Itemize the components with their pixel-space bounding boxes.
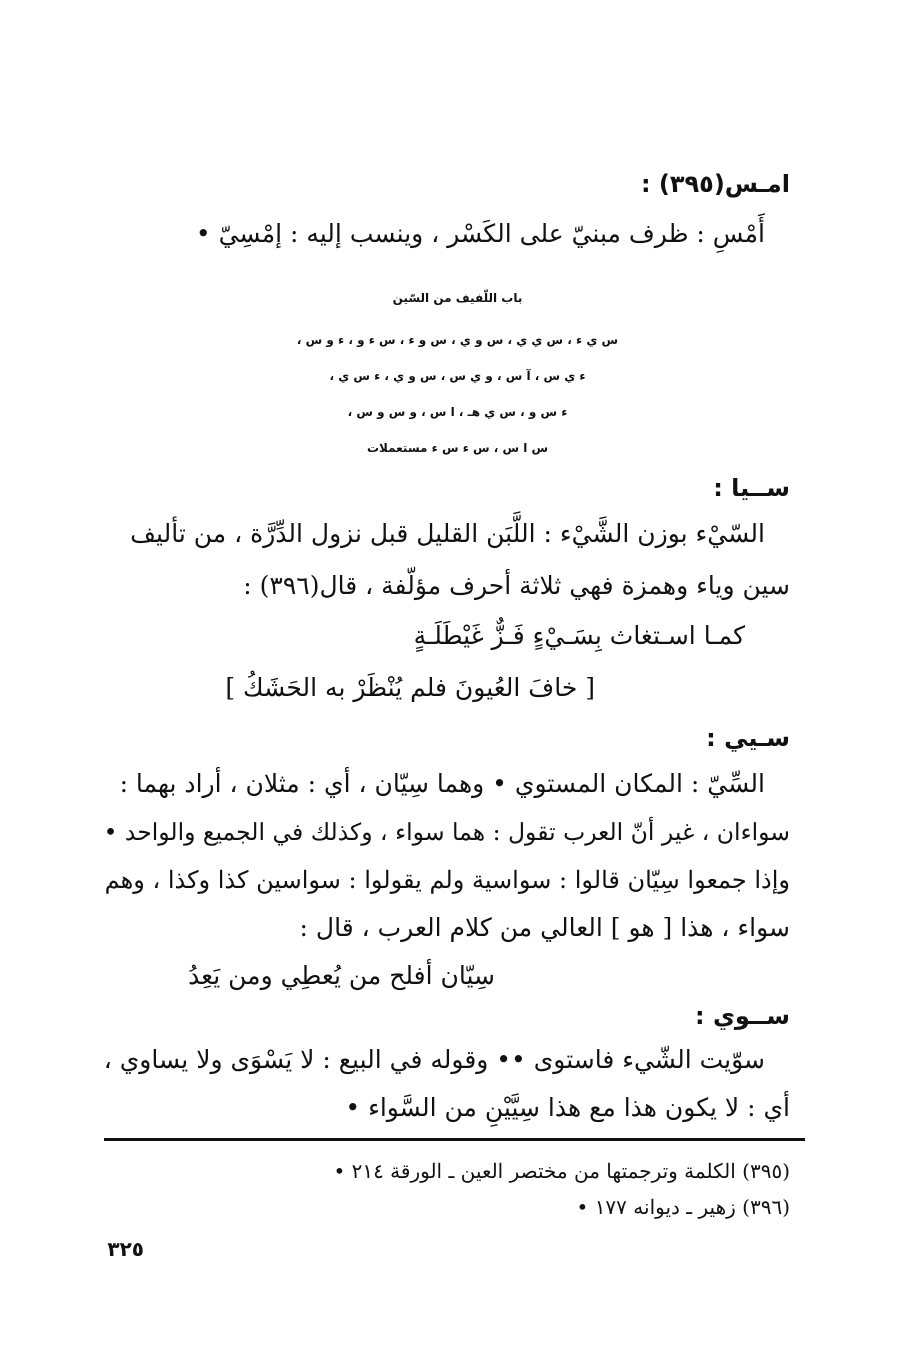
entry-heading-sawi: ســوي :	[694, 1002, 790, 1030]
entry-text-line: السّيْء بوزن الشَّيْء : اللَّبَن القليل قبل نزول الدِّرَّة ، من تأليف	[130, 519, 765, 548]
verse-line: [ خافَ العُيونَ فلم يُنْظَرْ به الحَشَكُ ]	[225, 673, 595, 702]
root-pattern-line: ء س و ، س ي هـ ، ا س ، و س و س ،	[347, 405, 568, 419]
entry-text-line: سين وياء وهمزة فهي ثلاثة أحرف مؤلّفة ، قال(٣٩٦) :	[243, 571, 790, 600]
entry-text-ams: أَمْسِ : ظرف مبنيّ على الكَسْر ، وينسب إليه : إمْسِيّ •	[195, 219, 765, 248]
chapter-title: باب اللّفيف من السّين	[392, 291, 523, 305]
root-pattern-line: س ا س ، س ء س ء مستعملات	[366, 441, 549, 455]
entry-text-line: سوّيت الشّيء فاستوى •• وقوله في البيع : لا يَسْوَى ولا يساوي ،	[103, 1045, 765, 1074]
root-pattern-line: س ي ء ، س ي ي ، س و ي ، س و ء ، س ء و ، ء و س ،	[296, 333, 619, 347]
entry-heading-siy: سـيي :	[706, 724, 790, 752]
entry-text-line: وإذا جمعوا سِيّان قالوا : سواسية ولم يقولوا : سواسين كذا وكذا ، وهم	[104, 866, 790, 894]
entry-text-line: أي : لا يكون هذا مع هذا سِيَّيْنِ من السَّواء •	[345, 1093, 790, 1122]
page-number: ٣٢٥	[107, 1237, 144, 1261]
footnote: (٣٩٥) الكلمة وترجمتها من مختصر العين ـ الورقة ٢١٤ •	[333, 1159, 790, 1183]
verse-line: سِيّان أفلح من يُعطِي ومن يَعِدُ	[188, 961, 495, 990]
entry-text-line: السِّيّ : المكان المستوي • وهما سِيّان ، أي : مثلان ، أراد بهما :	[119, 769, 765, 798]
entry-heading-saya: ســيا :	[713, 474, 790, 502]
verse-line: كمـا اسـتغاث بِسَـيْءٍ فَـزٌّ غَيْطَلَـةٍ	[413, 621, 745, 650]
entry-text-line: سواءان ، غير أنّ العرب تقول : هما سواء ، وكذلك في الجميع والواحد •	[103, 818, 790, 846]
root-pattern-line: ء ي س ، آ س ، و ي س ، س و ي ، ء س ي ،	[329, 369, 586, 383]
entry-text-line: سواء ، هذا [ هو ] العالي من كلام العرب ، قال :	[299, 913, 790, 942]
footnote-divider	[104, 1138, 805, 1141]
entry-heading-ams: امـس(٣٩٥) :	[640, 170, 790, 198]
footnote: (٣٩٦) زهير ـ ديوانه ١٧٧ •	[576, 1195, 790, 1219]
